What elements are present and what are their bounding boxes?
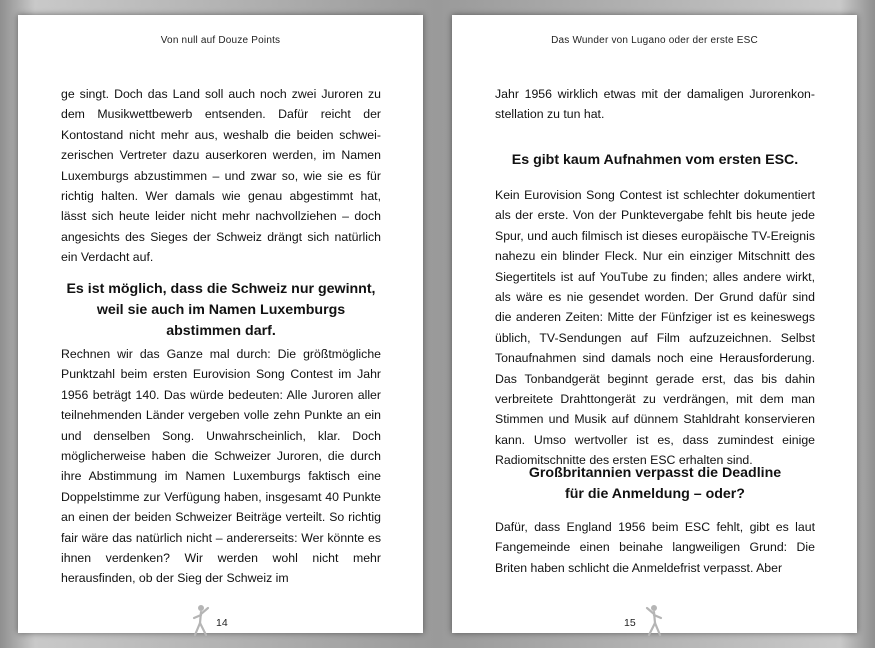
paragraph-text: Rechnen wir das Ganze mal durch: Die größtmögliche Punktzahl beim ersten Eurovision Song Contest im Jahr 1956 beträgt 140. Das würde bedeuten: Alle Juroren aller teilnehmenden Länder vergeben volle zehn Punkte an ein und denselben Song. Unwahrscheinlich, klar. Doch möglicherweise haben die Schweizer Juroren, die durch ihre Abstimmung im Namen Luxemburgs faktisch eine Doppelstimme zur Verfügung haben, insgesamt 40 Punkte an einen der beiden Schweizer Beiträge verteilt. So richtig fair wäre das natürlich nicht – andererseits: Wer könnte es ihnen verdenken? Wir werden wohl nicht mehr herausfinden, ob der Sieg der Schweiz im (61, 347, 381, 586)
body-paragraph (61, 84, 381, 268)
paragraph-text: ge singt. Doch das Land soll auch noch zwei Juroren zu dem Musikwettbewerb entsenden. Dafür reicht der Kontostand nicht mehr aus, weshalb die beiden schweizerischen Vertreter dazu auserkoren werden, im Namen Luxemburgs abzustimmen – und zwar so, wie sie es für richtig halten. Wer damals wie genau abgestimmt hat, lässt sich heute leider nicht mehr nachvollziehen – doch angesichts des Sieges der Schweiz drängt sich natürlich ein Verdacht auf. (61, 87, 381, 265)
body-paragraph (61, 344, 381, 589)
heading-line: Es ist möglich, dass die Schweiz nur gewinnt, (66, 281, 376, 297)
running-head: Von null auf Douze Points (160, 35, 281, 46)
left-page (18, 15, 423, 633)
heading-line: Es gibt kaum Aufnahmen vom ersten ESC. (511, 152, 799, 168)
section-heading (495, 150, 815, 171)
body-paragraph (495, 517, 815, 578)
heading-line: für die Anmeldung – oder? (565, 486, 745, 502)
paragraph-text: Kein Eurovision Song Contest ist schlechter dokumentiert als der erste. Von der Punktevergabe fehlt bis heute jede Spur, und auch filmisch ist dieses europäische TV-Ereignis nahezu ein blinder Fleck. Nur ein einziger Mitschnitt des Siegertitels ist auf YouTube zu finden; alles andere wirkt, als wäre es nie gesendet worden. Der Grund dafür sind die anderen Zeiten: Mitte der Fünfziger ist es keineswegs üblich, TV-Sendungen auf Film aufzuzeichnen. Selbst Tonaufnahmen sind damals noch eine Herausforderung. Das Tonbandgerät beginnt gerade erst, das bis dahin verbreitete Drahttongerät zu verdrängen, mit dem man Stimmen und Musik auf dünnem Stahldraht konservieren kann. Umso wertvoller ist es, dass zumindest einige Radiomitschnitte des ersten ESC erhalten sind. (495, 188, 815, 468)
body-paragraph (495, 185, 815, 471)
page-number: 15 (624, 617, 636, 629)
paragraph-text: Jahr 1956 wirklich etwas mit der damaligen Jurorenkonstellation zu tun hat. (495, 87, 815, 122)
singer-silhouette-icon (188, 603, 214, 637)
page-number: 14 (216, 617, 228, 629)
section-heading (495, 463, 815, 505)
section-heading (61, 279, 381, 342)
heading-line: Großbritannien verpasst die Deadline (528, 465, 782, 481)
heading-line: abstimmen darf. (166, 323, 276, 339)
page-footer (18, 603, 423, 637)
heading-line: weil sie auch im Namen Luxemburgs (96, 302, 346, 318)
body-paragraph (495, 84, 815, 125)
paragraph-text: Dafür, dass England 1956 beim ESC fehlt, gibt es laut Fangemeinde einen beinahe langweiligen Grund: Die Briten haben schlicht die Anmeldefrist verpasst. Aber (495, 520, 815, 575)
page-footer (452, 603, 857, 637)
right-page (452, 15, 857, 633)
singer-silhouette-icon (641, 603, 667, 637)
running-head: Das Wunder von Lugano oder der erste ESC (551, 35, 758, 46)
